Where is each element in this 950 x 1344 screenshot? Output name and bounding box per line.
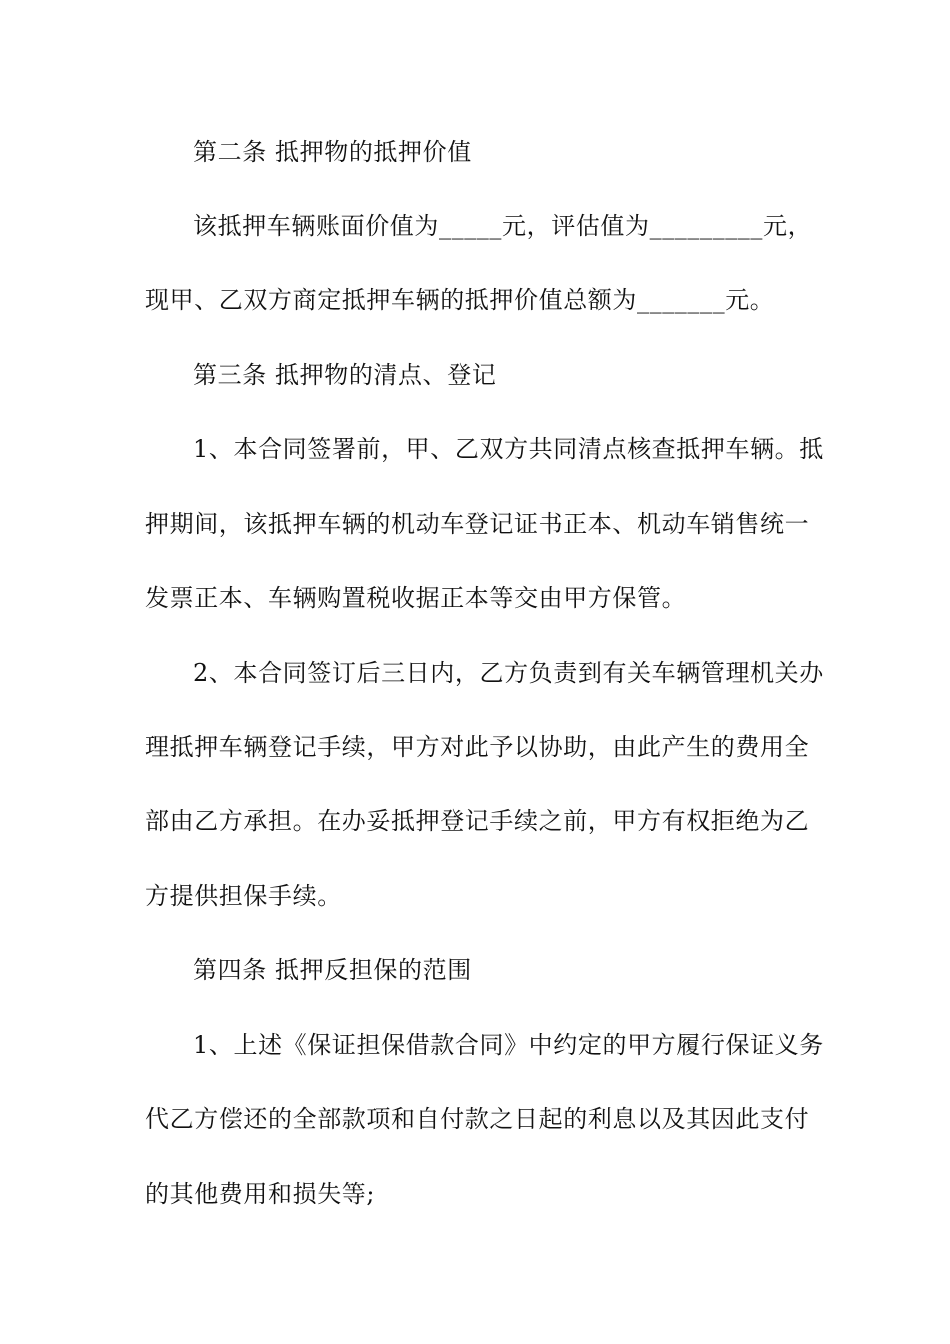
paragraph-line: 2、本合同签订后三日内，乙方负责到有关车辆管理机关办	[193, 659, 824, 687]
article-2-heading: 第二条 抵押物的抵押价值	[193, 138, 472, 166]
paragraph-line: 理抵押车辆登记手续，甲方对此予以协助，由此产生的费用全	[145, 733, 810, 761]
article-3-heading: 第三条 抵押物的清点、登记	[193, 361, 497, 389]
paragraph-line: 部由乙方承担。在办妥抵押登记手续之前，甲方有权拒绝为乙	[145, 807, 810, 835]
paragraph-line: 发票正本、车辆购置税收据正本等交由甲方保管。	[145, 584, 687, 612]
paragraph-line: 1、上述《保证担保借款合同》中约定的甲方履行保证义务	[193, 1031, 824, 1059]
paragraph-line: 的其他费用和损失等;	[145, 1180, 376, 1208]
paragraph-line: 该抵押车辆账面价值为_____元，评估值为_________元，	[193, 212, 813, 240]
paragraph-line: 1、本合同签署前，甲、乙双方共同清点核查抵押车辆。抵	[193, 435, 824, 463]
paragraph-line: 现甲、乙双方商定抵押车辆的抵押价值总额为_______元。	[145, 286, 775, 314]
article-4-heading: 第四条 抵押反担保的范围	[193, 956, 472, 984]
paragraph-line: 方提供担保手续。	[145, 882, 342, 910]
paragraph-line: 押期间，该抵押车辆的机动车登记证书正本、机动车销售统一	[145, 510, 810, 538]
paragraph-line: 代乙方偿还的全部款项和自付款之日起的利息以及其因此支付	[145, 1105, 810, 1133]
